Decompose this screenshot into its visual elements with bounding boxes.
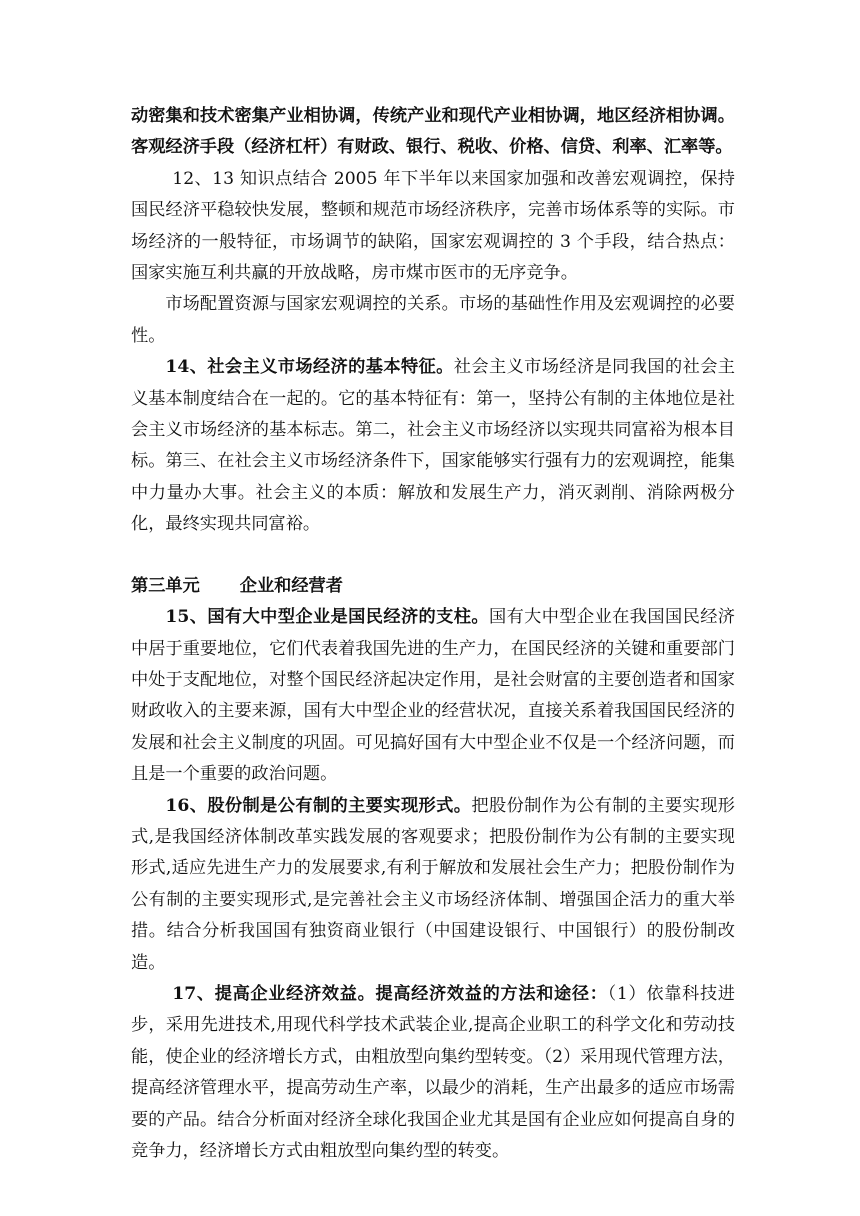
item-16-paragraph	[131, 791, 735, 979]
document-page	[131, 101, 735, 1167]
item-17-paragraph	[131, 979, 735, 1167]
paragraph-market-regulation: 市场配置资源与国家宏观调控的关系。市场的基础性作用及宏观调控的必要性。	[131, 294, 735, 346]
item-14-body: 社会主义市场经济是同我国的社会主义基本制度结合在一起的。它的基本特征有：第一，坚持公有制的主体地位是社会主义市场经济的基本标志。第二，社会主义市场经济以实现共同富裕为根本目标。第三、在社会主义市场经济条件下，国家能够实行强有力的宏观调控，能集中力量办大事。社会主义的本质：解放和发展生产力，消灭剥削、消除两极分化，最终实现共同富裕。	[131, 357, 735, 535]
unit-3-name: 企业和经营者	[239, 575, 343, 596]
item-15-title: 15、国有大中型企业是国民经济的支柱。	[165, 607, 489, 628]
item-16-title: 16、股份制是公有制的主要实现形式。	[165, 795, 472, 816]
item-17-body: （1）依靠科技进步，采用先进技术,用现代科学技术武装企业,提高企业职工的科学文化和劳动技能，使企业的经济增长方式，由粗放型向集约型转变。（2）采用现代管理方法，提高经济管理水平，提高劳动生产率，以最少的消耗，生产出最多的适应市场需要的产品。结合分析面对经济全球化我国企业尤其是国有企业应如何提高自身的竞争力，经济增长方式由粗放型向集约型的转变。	[131, 983, 735, 1161]
item-17-title: 17、提高企业经济效益。提高经济效益的方法和途径：	[172, 983, 608, 1004]
intro-paragraph: 动密集和技术密集产业相协调，传统产业和现代产业相协调，地区经济相协调。客观经济手段（经济杠杆）有财政、银行、税收、价格、信贷、利率、汇率等。	[131, 106, 735, 158]
item-14-paragraph	[131, 352, 735, 540]
item-16-body: 把股份制作为公有制的主要实现形式,是我国经济体制改革实践发展的客观要求；把股份制作为公有制的主要实现形式,适应先进生产力的发展要求,有利于解放和发展社会生产力；把股份制作为公有制的主要实现形式,是完善社会主义市场经济体制、增强国企活力的重大举措。结合分析我国国有独资商业银行（中国建设银行、中国银行）的股份制改造。	[131, 795, 735, 973]
section-gap	[131, 541, 735, 571]
item-14-title: 14、社会主义市场经济的基本特征。	[165, 357, 454, 378]
item-15-paragraph	[131, 602, 735, 790]
unit-3-label: 第三单元	[131, 575, 200, 596]
item-15-body: 国有大中型企业在我国国民经济中居于重要地位，它们代表着我国先进的生产力，在国民经济的关键和重要部门中处于支配地位，对整个国民经济起决定作用，是社会财富的主要创造者和国家财政收入的主要来源，国有大中型企业的经营状况，直接关系着我国国民经济的发展和社会主义制度的巩固。可见搞好国有大中型企业不仅是一个经济问题，而且是一个重要的政治问题。	[131, 607, 735, 785]
unit-3-heading	[131, 571, 735, 602]
paragraph-12-13: 12、13 知识点结合 2005 年下半年以来国家加强和改善宏观调控，保持国民经济平稳较快发展，整顿和规范市场经济秩序，完善市场体系等的实际。市场经济的一般特征，市场调节的缺陷，国家宏观调控的 3 个手段，结合热点：国家实施互利共赢的开放战略，房市煤市医市的无序竞争。	[131, 168, 735, 284]
